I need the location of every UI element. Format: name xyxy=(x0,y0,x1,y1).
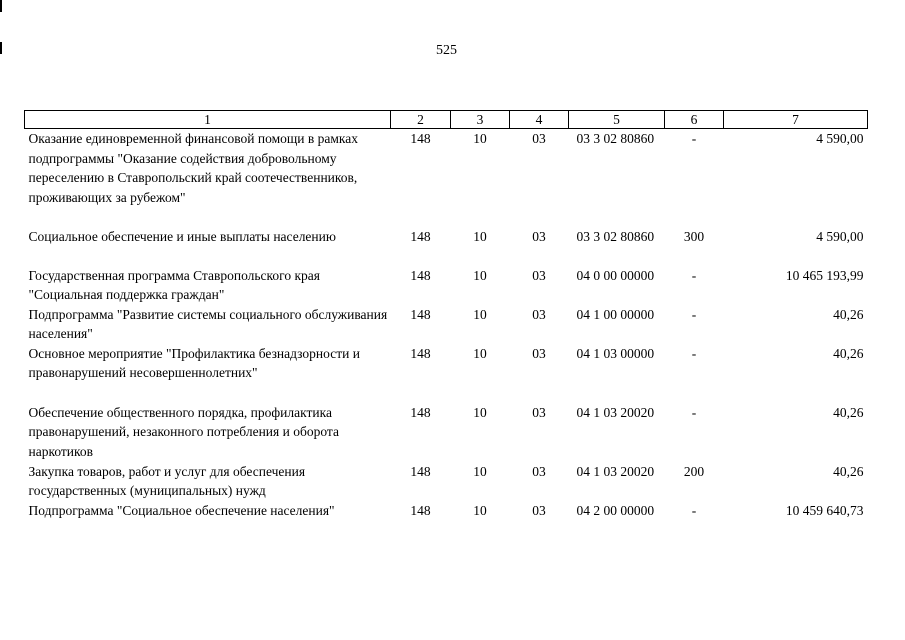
table-row xyxy=(25,344,868,403)
column-header-7: 7 xyxy=(724,111,868,129)
section-code: 10 xyxy=(473,306,487,322)
target-item-code: 04 1 03 20020 xyxy=(576,463,655,479)
subsection-code: 03 xyxy=(532,502,546,518)
ministry-code: 148 xyxy=(410,345,431,361)
target-item-code: 04 0 00 00000 xyxy=(576,267,655,283)
section-code: 10 xyxy=(473,404,487,420)
item-name: Социальное обеспечение и иные выплаты населению xyxy=(28,228,336,244)
scan-edge-mark xyxy=(0,0,2,12)
column-header-1: 1 xyxy=(25,111,391,129)
column-header-6: 6 xyxy=(665,111,724,129)
ministry-code: 148 xyxy=(410,228,431,244)
amount: 40,26 xyxy=(833,345,864,361)
amount: 10 459 640,73 xyxy=(785,502,864,518)
ministry-code: 148 xyxy=(410,267,431,283)
target-item-code: 03 3 02 80860 xyxy=(576,228,655,244)
ministry-code: 148 xyxy=(410,131,431,146)
column-header-5: 5 xyxy=(569,111,665,129)
item-name: Закупка товаров, работ и услуг для обеспечения государственных (муниципальных) нужд xyxy=(28,463,306,498)
subsection-code: 03 xyxy=(532,267,546,283)
section-code: 10 xyxy=(473,345,487,361)
expense-type-code: 300 xyxy=(683,228,705,244)
expense-type-code: - xyxy=(691,306,697,322)
subsection-code: 03 xyxy=(532,306,546,322)
table-row xyxy=(25,266,868,305)
subsection-code: 03 xyxy=(532,404,546,420)
item-name: Основное мероприятие "Профилактика безнадзорности и правонарушений несовершеннолетних" xyxy=(28,345,360,380)
table-row xyxy=(25,501,868,521)
section-code: 10 xyxy=(473,228,487,244)
subsection-code: 03 xyxy=(532,228,546,244)
target-item-code: 04 1 03 00000 xyxy=(576,345,655,361)
target-item-code: 03 3 02 80860 xyxy=(576,131,655,146)
item-name: Государственная программа Ставропольского края "Социальная поддержка граждан" xyxy=(28,267,320,302)
header-row xyxy=(25,111,868,129)
amount: 40,26 xyxy=(833,463,864,479)
subsection-code: 03 xyxy=(532,463,546,479)
target-item-code: 04 2 00 00000 xyxy=(576,502,655,518)
section-code: 10 xyxy=(473,502,487,518)
subsection-code: 03 xyxy=(532,131,546,146)
expense-type-code: - xyxy=(691,502,697,518)
expense-type-code: - xyxy=(691,131,697,146)
table-row xyxy=(25,227,868,266)
expense-type-code: - xyxy=(691,404,697,420)
section-code: 10 xyxy=(473,463,487,479)
table-row xyxy=(25,403,868,462)
expense-type-code: - xyxy=(691,345,697,361)
table-row xyxy=(25,129,868,227)
amount: 4 590,00 xyxy=(816,131,864,146)
ministry-code: 148 xyxy=(410,306,431,322)
column-header-2: 2 xyxy=(391,111,451,129)
item-name: Обеспечение общественного порядка, профилактика правонарушений, незаконного потребления и оборота наркотиков xyxy=(28,404,339,459)
budget-table xyxy=(24,110,868,521)
table-row xyxy=(25,305,868,344)
amount: 4 590,00 xyxy=(816,228,864,244)
expense-type-code: - xyxy=(691,267,697,283)
column-header-4: 4 xyxy=(510,111,569,129)
section-code: 10 xyxy=(473,131,487,146)
target-item-code: 04 1 00 00000 xyxy=(576,306,655,322)
ministry-code: 148 xyxy=(410,463,431,479)
amount: 10 465 193,99 xyxy=(785,267,864,283)
item-name: Подпрограмма "Социальное обеспечение населения" xyxy=(28,502,335,518)
subsection-code: 03 xyxy=(532,345,546,361)
item-name: Подпрограмма "Развитие системы социального обслуживания населения" xyxy=(28,306,388,341)
ministry-code: 148 xyxy=(410,404,431,420)
ministry-code: 148 xyxy=(410,502,431,518)
table-row xyxy=(25,462,868,501)
item-name: Оказание единовременной финансовой помощи в рамках подпрограммы "Оказание содействия добровольному переселению в Ставропольский край соотечественников, проживающих за рубежом" xyxy=(28,131,358,205)
target-item-code: 04 1 03 20020 xyxy=(576,404,655,420)
column-header-3: 3 xyxy=(451,111,510,129)
section-code: 10 xyxy=(473,267,487,283)
expense-type-code: 200 xyxy=(683,463,705,479)
page-number: 525 xyxy=(436,43,457,58)
amount: 40,26 xyxy=(833,306,864,322)
amount: 40,26 xyxy=(833,404,864,420)
